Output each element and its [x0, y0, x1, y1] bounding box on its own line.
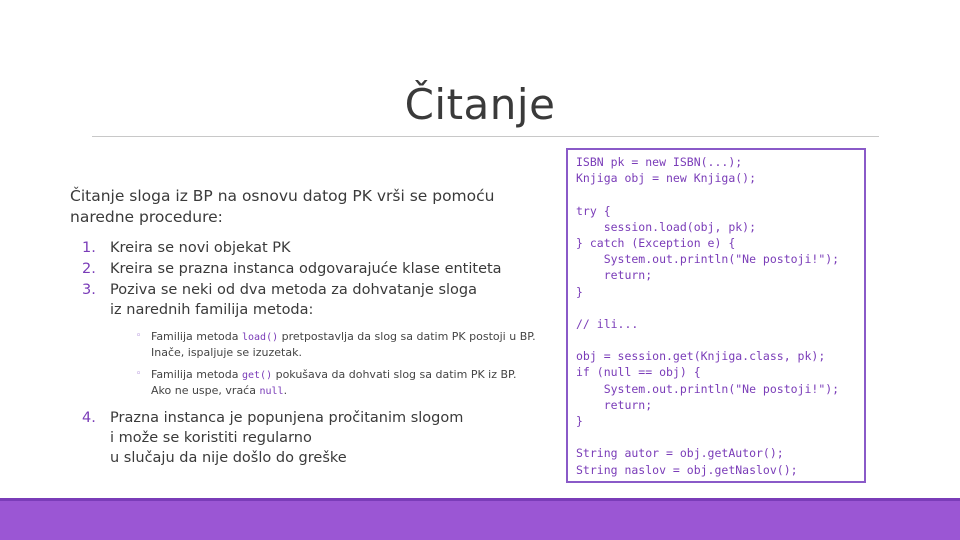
steps-list [70, 238, 540, 468]
sub-text: Familija metoda [151, 368, 242, 381]
step-text: Kreira se novi objekat PK [110, 240, 291, 256]
code-line [576, 186, 864, 202]
inline-code: null [259, 386, 284, 397]
code-line: // ili... [576, 316, 639, 331]
code-line: session.load(obj, pk); [576, 219, 757, 234]
step-text-line: iz narednih familija metoda: [110, 302, 314, 318]
step-text-line: u slučaju da nije došlo do greške [110, 450, 347, 466]
code-line: String naslov = obj.getNaslov(); [576, 462, 798, 477]
code-line: } catch (Exception e) { [576, 235, 736, 250]
sub-text: Ako ne uspe, vraća [151, 384, 260, 397]
code-line: System.out.println("Ne postoji!"); [576, 381, 840, 396]
sub-text: Inače, ispaljuje se izuzetak. [151, 346, 302, 359]
list-item [70, 408, 540, 468]
sub-text: pokušava da dohvati slog sa datim PK iz BP. [272, 368, 517, 381]
bullet-icon: ◦ [136, 331, 142, 341]
step-text-line: Prazna instanca je popunjena pročitanim slogom [110, 410, 464, 426]
code-line: Knjiga obj = new Knjiga(); [576, 171, 757, 186]
code-line: if (null == obj) { [576, 365, 701, 380]
method-families-list [110, 329, 540, 399]
step-number: 4. [82, 410, 96, 426]
list-item [110, 329, 540, 360]
list-item [70, 259, 540, 279]
sub-text: . [283, 384, 288, 397]
intro-text: Čitanje sloga iz BP na osnovu datog PK vrši se pomoću naredne procedure: [70, 187, 495, 226]
footer-bar [0, 498, 960, 540]
slide-title: Čitanje [404, 80, 556, 129]
title-divider [92, 136, 879, 137]
code-line: String autor = obj.getAutor(); [576, 446, 784, 461]
code-line: ISBN pk = new ISBN(...); [576, 155, 743, 169]
code-line: return; [576, 268, 653, 283]
code-line [576, 332, 864, 348]
bullet-icon: ◦ [136, 369, 142, 379]
step-text-line: Poziva se neki od dva metoda za dohvatanje sloga [110, 282, 478, 298]
step-number: 2. [82, 261, 96, 277]
code-line: obj = session.get(Knjiga.class, pk); [576, 349, 826, 364]
sub-text: pretpostavlja da slog sa datim PK postoji u BP. [278, 330, 536, 343]
code-line: try { [576, 203, 611, 218]
list-item [110, 367, 540, 399]
step-number: 1. [82, 240, 96, 256]
list-item [70, 238, 540, 258]
code-line: } [576, 414, 583, 428]
code-line: } [576, 284, 583, 299]
sub-text: Familija metoda [151, 330, 242, 343]
code-line [576, 300, 864, 316]
inline-code: load() [241, 332, 279, 343]
code-line: return; [576, 397, 653, 412]
step-number: 3. [82, 282, 96, 298]
step-text: Kreira se prazna instanca odgovarajuće klase entiteta [110, 261, 502, 277]
inline-code: get() [241, 370, 273, 381]
code-line: System.out.println("Ne postoji!"); [576, 252, 840, 267]
code-box [566, 148, 866, 483]
step-text-line: i može se koristiti regularno [110, 430, 312, 446]
list-item [70, 280, 540, 399]
content-left [70, 186, 540, 469]
code-line [576, 429, 864, 445]
